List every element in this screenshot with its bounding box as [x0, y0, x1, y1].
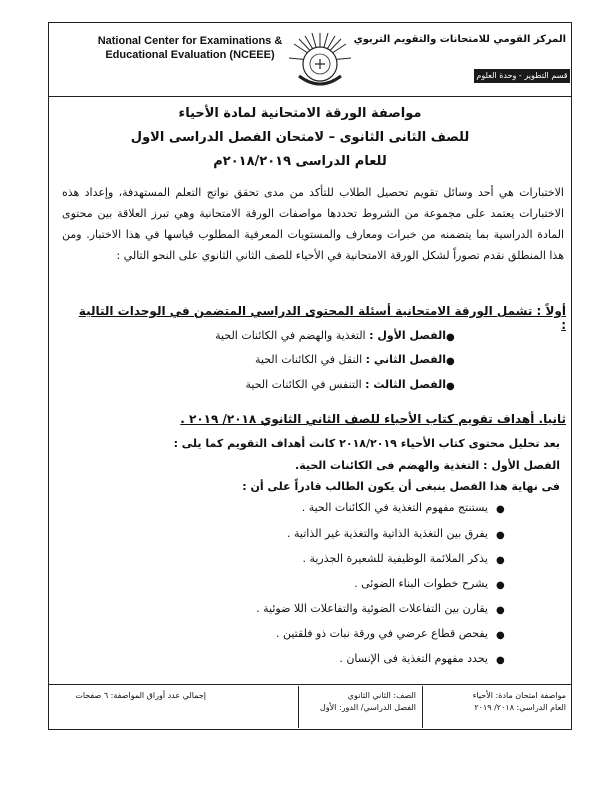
- unit-1-text: التغذية والهضم في الكائنات الحية: [215, 329, 366, 342]
- section-1-heading: أولاً : تشمل الورقة الامتحانية أسئلة المحتوى الدراسي المتضمن في الوحدات التالية :: [78, 304, 566, 332]
- bullet-icon: ●: [496, 580, 505, 591]
- org-name-arabic: المركز القومي للامتحانات والتقويم التربوي: [353, 34, 566, 45]
- footer-subject: [428, 690, 566, 714]
- unit-2-text: النقل في الكائنات الحية: [254, 353, 363, 366]
- objective-item: يفحص قطاع عرضي في ورقة نبات ذو فلقتين .: [276, 627, 488, 640]
- unit-2: [255, 353, 446, 366]
- doc-subtitle-year: للعام الدراسى ٢٠١٨/٢٠١٩م: [213, 154, 387, 169]
- objective-item: يفرق بين التغذية الذاتية والتغذية غير الذاتية .: [287, 527, 488, 540]
- bullet-icon: ●: [496, 530, 505, 541]
- department-label: قسم التطوير - وحدة العلوم: [474, 69, 570, 83]
- objectives-lead: فى نهاية هذا الفصل ينبغى أن يكون الطالب قادراً على أن :: [242, 480, 560, 493]
- header-rule: [48, 96, 572, 97]
- doc-subtitle-grade: للصف الثانى الثانوى – لامتحان الفصل الدراسى الاول: [130, 130, 470, 145]
- page-frame: [48, 22, 572, 730]
- org-name-english: [90, 34, 290, 62]
- footer-rule: [48, 684, 572, 685]
- footer-grade: [304, 690, 416, 714]
- objective-item: يحدد مفهوم التغذية فى الإنسان .: [339, 652, 488, 665]
- unit-1-label: الفصل الأول :: [369, 329, 446, 342]
- org-name-en-line2: Educational Evaluation (NCEEE): [105, 49, 275, 61]
- footer-grade-line: الصف: الثاني الثانوي: [347, 691, 416, 700]
- bullet-icon: ●: [496, 655, 505, 666]
- footer-year-line: العام الدراسي: ٢٠١٨/ ٢٠١٩: [474, 703, 566, 712]
- bullet-icon: ●: [446, 332, 455, 343]
- objective-item: يستنتج مفهوم التغذية في الكائنات الحية .: [301, 501, 488, 514]
- bullet-icon: ●: [496, 555, 505, 566]
- footer-subject-line: مواصفة امتحان مادة: الأحياء: [472, 691, 566, 700]
- bullet-icon: ●: [446, 381, 455, 392]
- unit-3: [245, 378, 446, 391]
- doc-title: مواصفة الورقة الامتحانية لمادة الأحياء: [178, 106, 422, 121]
- unit-2-label: الفصل الثاني :: [365, 353, 446, 366]
- chapter-1-line: الفصل الأول : التغذية والهضم فى الكائنات الحية.: [295, 459, 560, 472]
- footer-term-line: الفصل الدراسي/ الدور: الأول: [319, 703, 416, 712]
- bullet-icon: ●: [496, 605, 505, 616]
- footer-divider: [298, 686, 299, 728]
- intro-paragraph: الاختبارات هي أحد وسائل تقويم تحصيل الطلاب للتأكد من مدى تحقق نواتج التعلم المستهدفة، وإعداد هذه الاختبارات يعتمد على مجموعة من الشروط تحددها مواصفات الورقة الامتحانية وهي تبرز العلاقة بين محتوى المادة الدراسية بما يتضمنه من خبرات ومعارف والمستويات المعرفية المطلوب قياسها في هذا الاختبار. ومن هذا المنطلق نقدم تصوراً لشكل الورقة الامتحانية في الأحياء للصف الثاني الثانوي على النحو التالي :: [62, 186, 564, 262]
- org-name-en-line1: National Center for Examinations &: [97, 35, 283, 47]
- unit-3-label: الفصل الثالث :: [365, 378, 446, 391]
- analysis-line: بعد تحليل محتوى كتاب الأحياء ٢٠١٨/٢٠١٩ كانت أهداف التقويم كما يلى :: [173, 437, 560, 450]
- objective-item: يقارن بين التفاعلات الضوئية والتفاعلات اللا ضوئية .: [256, 602, 488, 615]
- footer-divider: [422, 686, 423, 728]
- unit-1: [215, 329, 446, 342]
- objective-item: يذكر الملائمة الوظيفية للشعيرة الجذرية .: [302, 552, 488, 565]
- section-2-heading: ثانيا. أهداف تقويم كتاب الأحياء للصف الثاني الثانوي ٢٠١٨/ ٢٠١٩ .: [180, 412, 566, 426]
- bullet-icon: ●: [496, 630, 505, 641]
- bullet-icon: ●: [496, 504, 505, 515]
- objective-item: يشرح خطوات البناء الضوئى .: [354, 577, 488, 590]
- unit-3-text: التنفس في الكائنات الحية: [245, 378, 362, 391]
- footer-page-count: إجمالي عدد أوراق المواصفة: ٦ صفحات: [75, 691, 206, 700]
- bullet-icon: ●: [446, 356, 455, 367]
- nceee-logo: [285, 30, 355, 92]
